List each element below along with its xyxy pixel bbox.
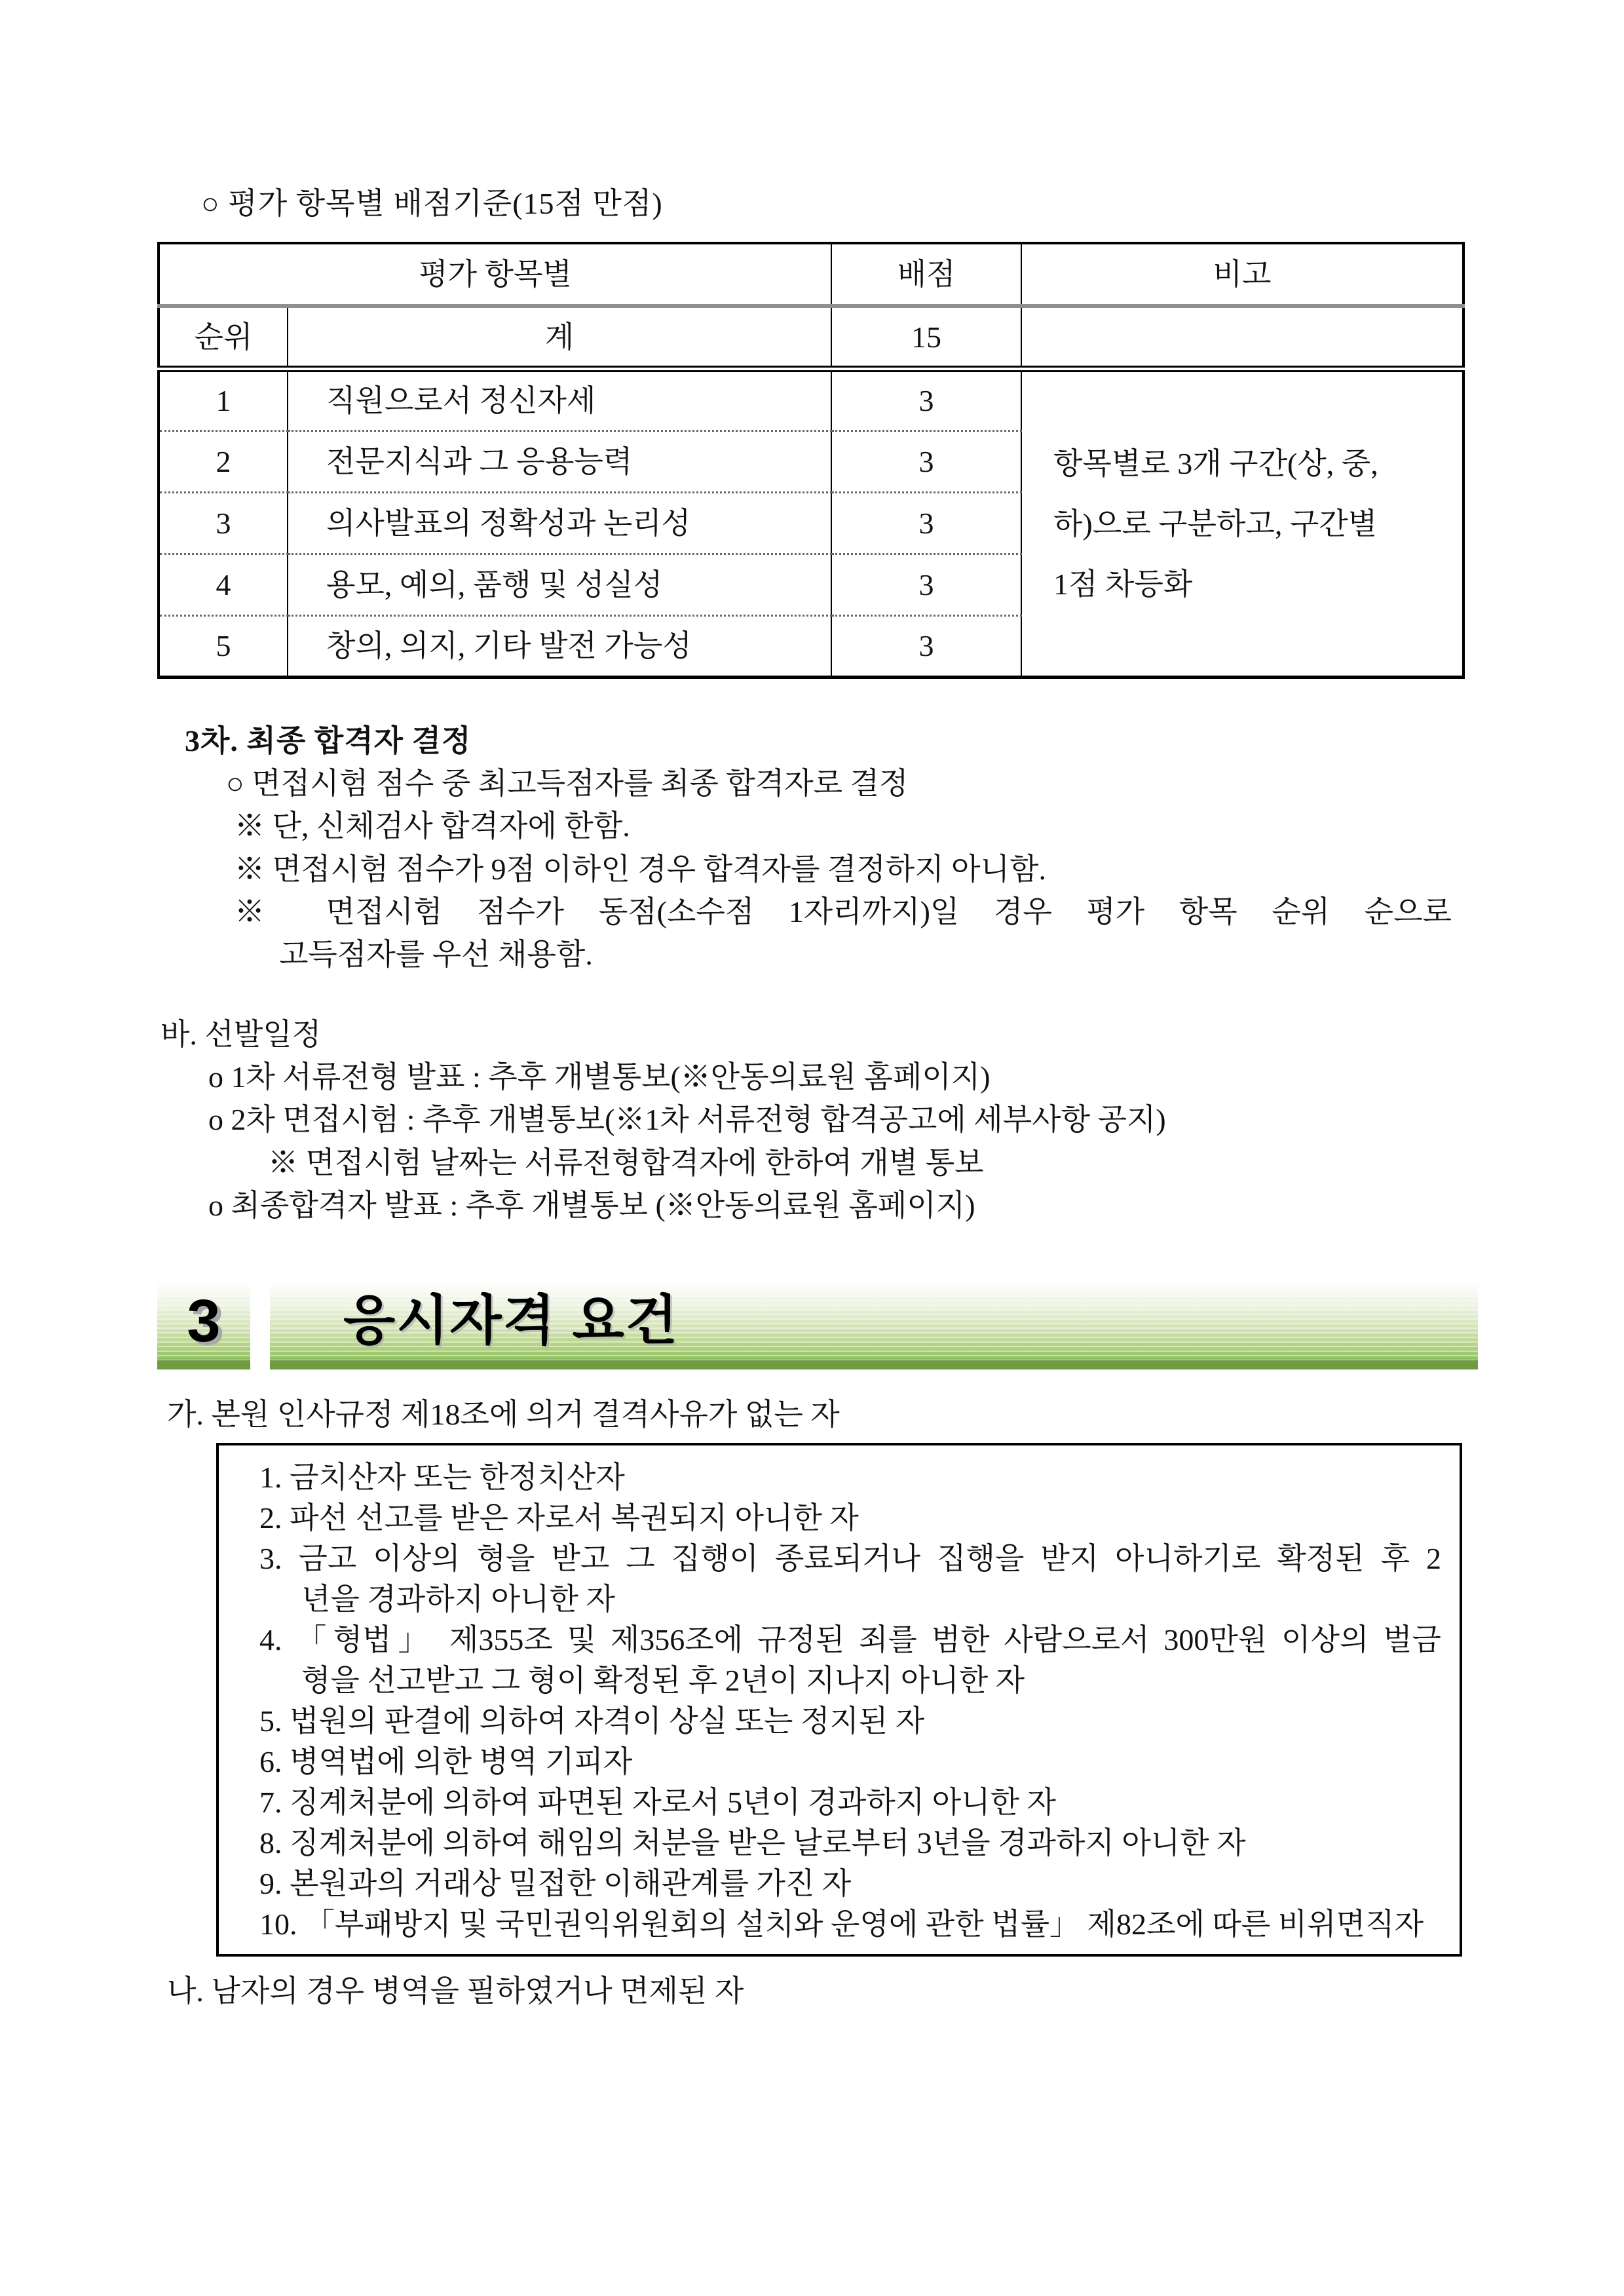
section-number-badge: 3 xyxy=(157,1282,250,1369)
rank-cell: 3 xyxy=(159,492,288,554)
subheader-note-cell xyxy=(1021,306,1463,369)
final-decision-line: 고득점자를 우선 채용함. xyxy=(279,938,593,972)
eval-criteria-title: ○ 평가 항목별 배점기준(15점 만점) xyxy=(201,187,663,220)
disqualification-line: 10. 「부패방지 및 국민권익위원회의 설치와 운영에 관한 법률」 제82조에 따른 비위면직자 xyxy=(259,1907,1424,1941)
schedule-heading: 바. 선발일정 xyxy=(161,1017,322,1051)
rank-cell: 2 xyxy=(159,430,288,492)
final-decision-heading: 3차. 최종 합격자 결정 xyxy=(185,723,472,757)
final-decision-line: ※ 면접시험 점수가 9점 이하인 경우 합격자를 결정하지 아니함. xyxy=(235,852,1046,886)
disqualification-line: 2. 파선 선고를 받은 자로서 복권되지 아니한 자 xyxy=(259,1501,859,1535)
eval-criteria-table xyxy=(157,242,1465,679)
note-line: 항목별로 3개 구간(상, 중, xyxy=(1053,446,1378,480)
schedule-line: o 2차 면접시험 : 추후 개별통보(※1차 서류전형 합격공고에 세부사항 공지) xyxy=(208,1103,1166,1137)
item-cell: 의사발표의 정확성과 논리성 xyxy=(288,492,831,554)
disqualification-line: 5. 법원의 판결에 의하여 자격이 상실 또는 정지된 자 xyxy=(259,1704,925,1738)
disqualification-line: 7. 징계처분에 의하여 파면된 자로서 5년이 경과하지 아니한 자 xyxy=(259,1785,1056,1819)
score-cell: 3 xyxy=(831,369,1021,430)
score-cell: 3 xyxy=(831,615,1021,677)
disqualification-line: 4. 「형법」 제355조 및 제356조에 규정된 죄를 범한 사람으로서 300만원 이상의 벌금 xyxy=(259,1622,1441,1656)
final-decision-section xyxy=(0,719,1624,976)
header-score-cell: 배점 xyxy=(831,243,1021,306)
table-row xyxy=(159,369,1463,430)
table-subheader-row xyxy=(159,306,1463,369)
qualification-item-na: 나. 남자의 경우 병역을 필하였거나 면제된 자 xyxy=(167,1974,744,2008)
section-banner-title: 응시자격 요건 xyxy=(270,1282,1478,1369)
final-decision-line: ※ 단, 신체검사 합격자에 한함. xyxy=(235,809,630,843)
qualification-item-ga: 가. 본원 인사규정 제18조에 의거 결격사유가 없는 자 xyxy=(167,1398,840,1432)
disqualification-line: 1. 금치산자 또는 한정치산자 xyxy=(259,1460,625,1494)
schedule-line: o 1차 서류전형 발표 : 추후 개별통보(※안동의료원 홈페이지) xyxy=(208,1060,991,1094)
note-merged-cell xyxy=(1021,369,1463,677)
selection-schedule-section xyxy=(0,1013,1624,1227)
note-line: 하)으로 구분하고, 구간별 xyxy=(1053,507,1378,541)
subheader-sum-cell: 계 xyxy=(288,306,831,369)
final-decision-line: ○ 면접시험 점수 중 최고득점자를 최종 합격자로 결정 xyxy=(226,767,909,801)
rank-cell: 5 xyxy=(159,615,288,677)
subheader-total-cell: 15 xyxy=(831,306,1021,369)
note-line: 1점 차등화 xyxy=(1053,567,1193,601)
schedule-line: ※ 면접시험 날짜는 서류전형합격자에 한하여 개별 통보 xyxy=(268,1145,984,1179)
table-header-row xyxy=(159,243,1463,306)
schedule-line: o 최종합격자 발표 : 추후 개별통보 (※안동의료원 홈페이지) xyxy=(208,1188,975,1222)
item-cell: 용모, 예의, 품행 및 성실성 xyxy=(288,554,831,615)
score-cell: 3 xyxy=(831,492,1021,554)
header-note-cell: 비고 xyxy=(1021,243,1463,306)
subheader-rank-cell: 순위 xyxy=(159,306,288,369)
rank-cell: 1 xyxy=(159,369,288,430)
disqualification-line: 년을 경과하지 아니한 자 xyxy=(301,1582,615,1616)
disqualification-line: 8. 징계처분에 의하여 해임의 처분을 받은 날로부터 3년을 경과하지 아니한 자 xyxy=(259,1826,1246,1860)
item-cell: 창의, 의지, 기타 발전 가능성 xyxy=(288,615,831,677)
rank-cell: 4 xyxy=(159,554,288,615)
disqualification-line: 3. 금고 이상의 형을 받고 그 집행이 종료되거나 집행을 받지 아니하기로 확정된 후 2 xyxy=(259,1541,1441,1575)
final-decision-line: ※ 면접시험 점수가 동점(소수점 1자리까지)일 경우 평가 항목 순위 순으로 xyxy=(235,895,1452,929)
section-banner xyxy=(157,1282,1478,1369)
item-cell: 직원으로서 정신자세 xyxy=(288,369,831,430)
score-cell: 3 xyxy=(831,554,1021,615)
disqualification-box xyxy=(216,1443,1462,1957)
header-group-cell: 평가 항목별 xyxy=(159,243,831,306)
disqualification-line: 9. 본원과의 거래상 밀접한 이해관계를 가진 자 xyxy=(259,1866,852,1900)
item-cell: 전문지식과 그 응용능력 xyxy=(288,430,831,492)
score-cell: 3 xyxy=(831,430,1021,492)
banner-gap xyxy=(250,1282,270,1369)
disqualification-line: 6. 병역법에 의한 병역 기피자 xyxy=(259,1744,633,1778)
disqualification-line: 형을 선고받고 그 형이 확정된 후 2년이 지나지 아니한 자 xyxy=(301,1663,1025,1697)
